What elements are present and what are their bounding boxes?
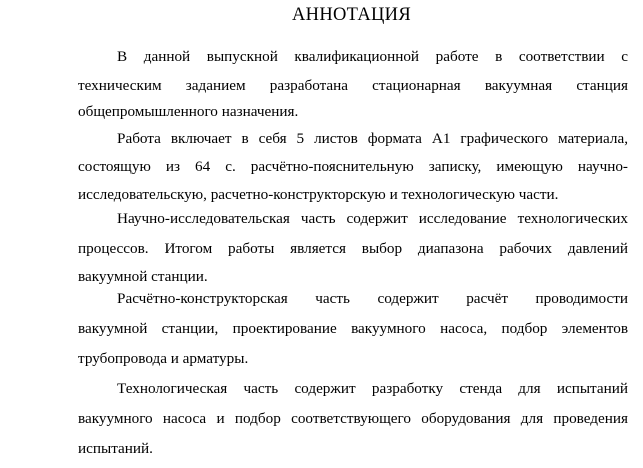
paragraph-line: процессов. Итогом работы является выбор диапазона рабочих давлений (78, 240, 628, 257)
paragraph-line: общепромышленного назначения. (78, 103, 299, 120)
paragraph-line: Работа включает в себя 5 листов формата А1 графического материала, (117, 130, 628, 147)
paragraph-line: вакуумного насоса и подбор соответствующего оборудования для проведения (78, 410, 628, 427)
paragraph-line: техническим заданием разработана стационарная вакуумная станция (78, 77, 628, 94)
paragraph-line: Расчётно-конструкторская часть содержит расчёт проводимости (117, 290, 628, 307)
paragraph-line: испытаний. (78, 440, 153, 457)
paragraph-line: состоящую из 64 с. расчётно-пояснительную записку, имеющую научно- (78, 158, 628, 175)
paragraph-line: вакуумной станции, проектирование вакуумного насоса, подбор элементов (78, 320, 628, 337)
page-title: АННОТАЦИЯ (292, 5, 411, 25)
paragraph-line: Научно-исследовательская часть содержит исследование технологических (117, 210, 628, 227)
paragraph-line: Технологическая часть содержит разработку стенда для испытаний (117, 380, 628, 397)
paragraph-line: вакуумной станции. (78, 268, 208, 285)
paragraph-line: В данной выпускной квалификационной работе в соответствии с (117, 48, 628, 65)
paragraph-line: трубопровода и арматуры. (78, 350, 249, 367)
paragraph-line: исследовательскую, расчетно-конструкторскую и технологическую части. (78, 186, 559, 203)
